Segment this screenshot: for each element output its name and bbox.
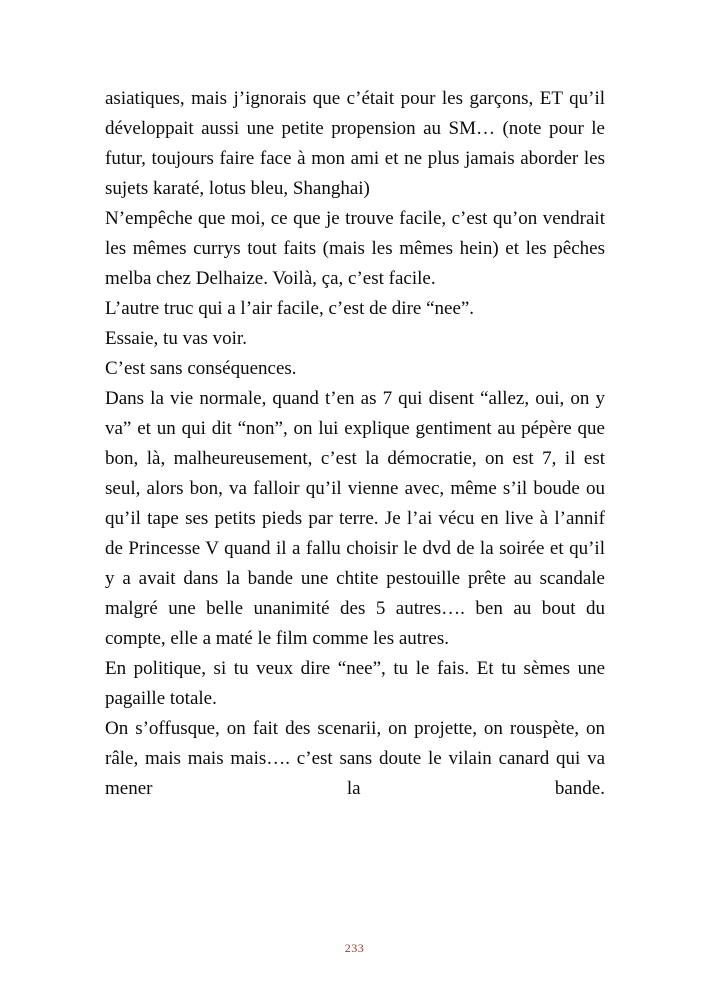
paragraph: C’est sans conséquences. [105,358,297,379]
paragraph: On s’offusque, on fait des scenarii, on projette, on rouspète, on râle, mais mais mais…. c’est sans doute le vilain canard qui va mener la bande. [105,718,605,799]
paragraph: Dans la vie normale, quand t’en as 7 qui disent “allez, oui, on y va” et un qui dit “non”, on lui explique gentiment au pépère que bon, là, malheureusement, c’est la démocratie, on est 7, il est seul, alors bon, va falloir qu’il vienne avec, même s’il boude ou qu’il tape ses petits pieds par terre. Je l’ai vécu en live à l’annif de Princesse V quand il a fallu choisir le dvd de la soirée et qu’il y a avait dans la bande une chtite pestouille prête au scandale malgré une belle unanimité des 5 autres…. ben au bout du compte, elle a maté le film comme les autres. [105,388,605,649]
page-text-block [105,84,605,804]
paragraph: Essaie, tu vas voir. [105,328,247,349]
paragraph: N’empêche que moi, ce que je trouve facile, c’est qu’on vendrait les mêmes currys tout faits (mais les mêmes hein) et les pêches melba chez Delhaize. Voilà, ça, c’est facile. [105,208,605,289]
paragraph: L’autre truc qui a l’air facile, c’est de dire “nee”. [105,298,475,319]
paragraph: En politique, si tu veux dire “nee”, tu le fais. Et tu sèmes une pagaille totale. [105,658,605,709]
page-number: 233 [344,941,365,955]
paragraph: asiatiques, mais j’ignorais que c’était pour les garçons, ET qu’il développait aussi une petite propension au SM… (note pour le futur, toujours faire face à mon ami et ne plus jamais aborder les sujets karaté, lotus bleu, Shanghai) [105,88,605,199]
